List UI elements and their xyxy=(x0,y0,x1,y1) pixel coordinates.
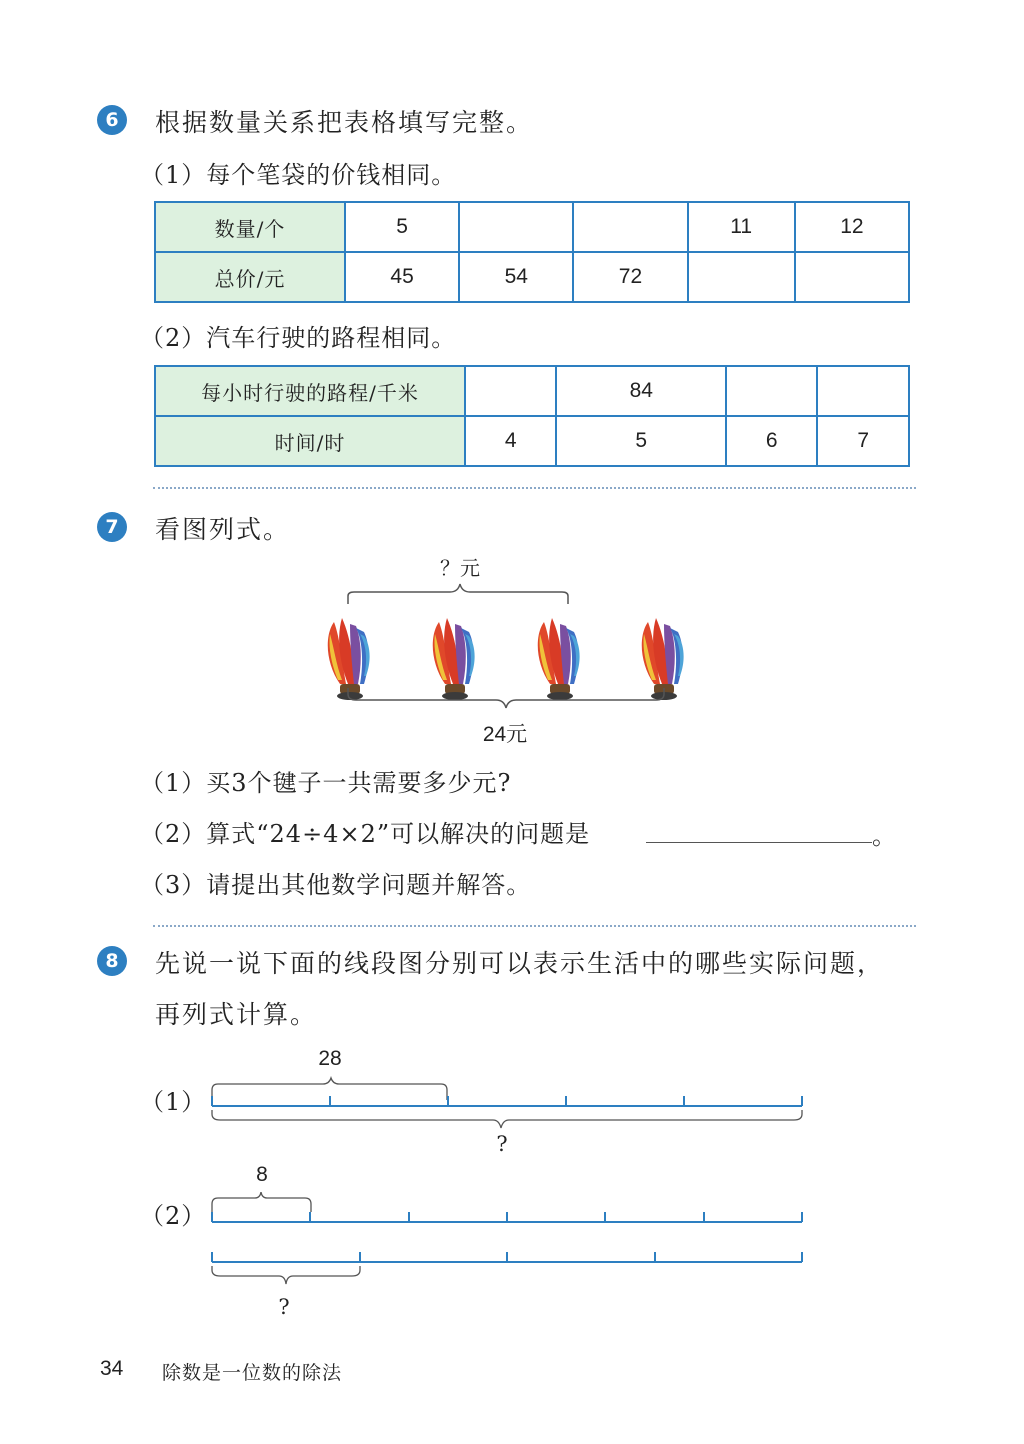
question-6-badge: 6 xyxy=(97,105,127,135)
table-cell: 11 xyxy=(688,202,795,252)
table-cell: 7 xyxy=(817,416,909,466)
section-divider xyxy=(153,925,916,927)
line-segment-diagram-1 xyxy=(205,1076,810,1136)
table-cell: 5 xyxy=(556,416,726,466)
question-8-title-line2: 再列式计算。 xyxy=(155,1000,318,1029)
row-header: 每小时行驶的路程/千米 xyxy=(155,366,465,416)
q6-part1-label: （1）每个笔袋的价钱相同。 xyxy=(140,161,457,189)
table-cell: 12 xyxy=(795,202,909,252)
table-row xyxy=(155,416,909,466)
table-cell xyxy=(726,366,817,416)
page-number: 34 xyxy=(100,1357,124,1380)
diagram-2-top-value: 8 xyxy=(256,1163,268,1186)
row-header: 总价/元 xyxy=(155,252,345,302)
question-6-title: 根据数量关系把表格填写完整。 xyxy=(155,108,534,137)
distance-table xyxy=(154,365,910,467)
question-8-title-line1: 先说一说下面的线段图分别可以表示生活中的哪些实际问题， xyxy=(155,949,885,978)
row-header: 数量/个 xyxy=(155,202,345,252)
q7-question-3: （3）请提出其他数学问题并解答。 xyxy=(140,871,532,899)
table-row xyxy=(155,252,909,302)
price-table xyxy=(154,201,910,303)
answer-blank[interactable] xyxy=(646,842,872,843)
shuttlecock-diagram xyxy=(320,580,700,710)
question-8-badge: 8 xyxy=(97,946,127,976)
shuttlecock-icon xyxy=(328,618,370,700)
row-header: 时间/时 xyxy=(155,416,465,466)
table-cell xyxy=(465,366,556,416)
chapter-title: 除数是一位数的除法 xyxy=(162,1362,343,1384)
table-cell: 72 xyxy=(573,252,687,302)
shuttlecock-icon xyxy=(433,618,475,700)
shuttlecock-icon xyxy=(642,618,684,700)
table-cell xyxy=(795,252,909,302)
table-row xyxy=(155,202,909,252)
line-segment-diagram-2 xyxy=(205,1192,810,1292)
shuttlecock-icon xyxy=(538,618,580,700)
diagram-1-label: （1） xyxy=(140,1088,207,1116)
table-cell: 84 xyxy=(556,366,726,416)
diagram-2-question: ? xyxy=(278,1295,290,1319)
q7-question-1: （1）买3个毽子一共需要多少元? xyxy=(140,769,512,797)
table-cell xyxy=(459,202,573,252)
table-cell xyxy=(817,366,909,416)
q6-part2-label: （2）汽车行驶的路程相同。 xyxy=(140,324,457,352)
table-cell: 45 xyxy=(345,252,459,302)
section-divider xyxy=(153,487,916,489)
q7-question-2: （2）算式“24÷4×2”可以解决的问题是 xyxy=(140,820,591,848)
total-price-label: 24元 xyxy=(482,723,528,746)
table-cell: 54 xyxy=(459,252,573,302)
diagram-2-label: （2） xyxy=(140,1202,207,1230)
table-cell xyxy=(688,252,795,302)
table-cell: 4 xyxy=(465,416,556,466)
diagram-1-question: ? xyxy=(496,1132,508,1156)
table-cell: 6 xyxy=(726,416,817,466)
table-cell xyxy=(573,202,687,252)
table-cell: 5 xyxy=(345,202,459,252)
question-7-title: 看图列式。 xyxy=(155,515,291,544)
question-7-badge: 7 xyxy=(97,512,127,542)
diagram-1-top-value: 28 xyxy=(318,1047,342,1070)
table-row xyxy=(155,366,909,416)
top-price-label: ？元 xyxy=(440,556,480,580)
answer-blank-end: 。 xyxy=(872,822,897,850)
